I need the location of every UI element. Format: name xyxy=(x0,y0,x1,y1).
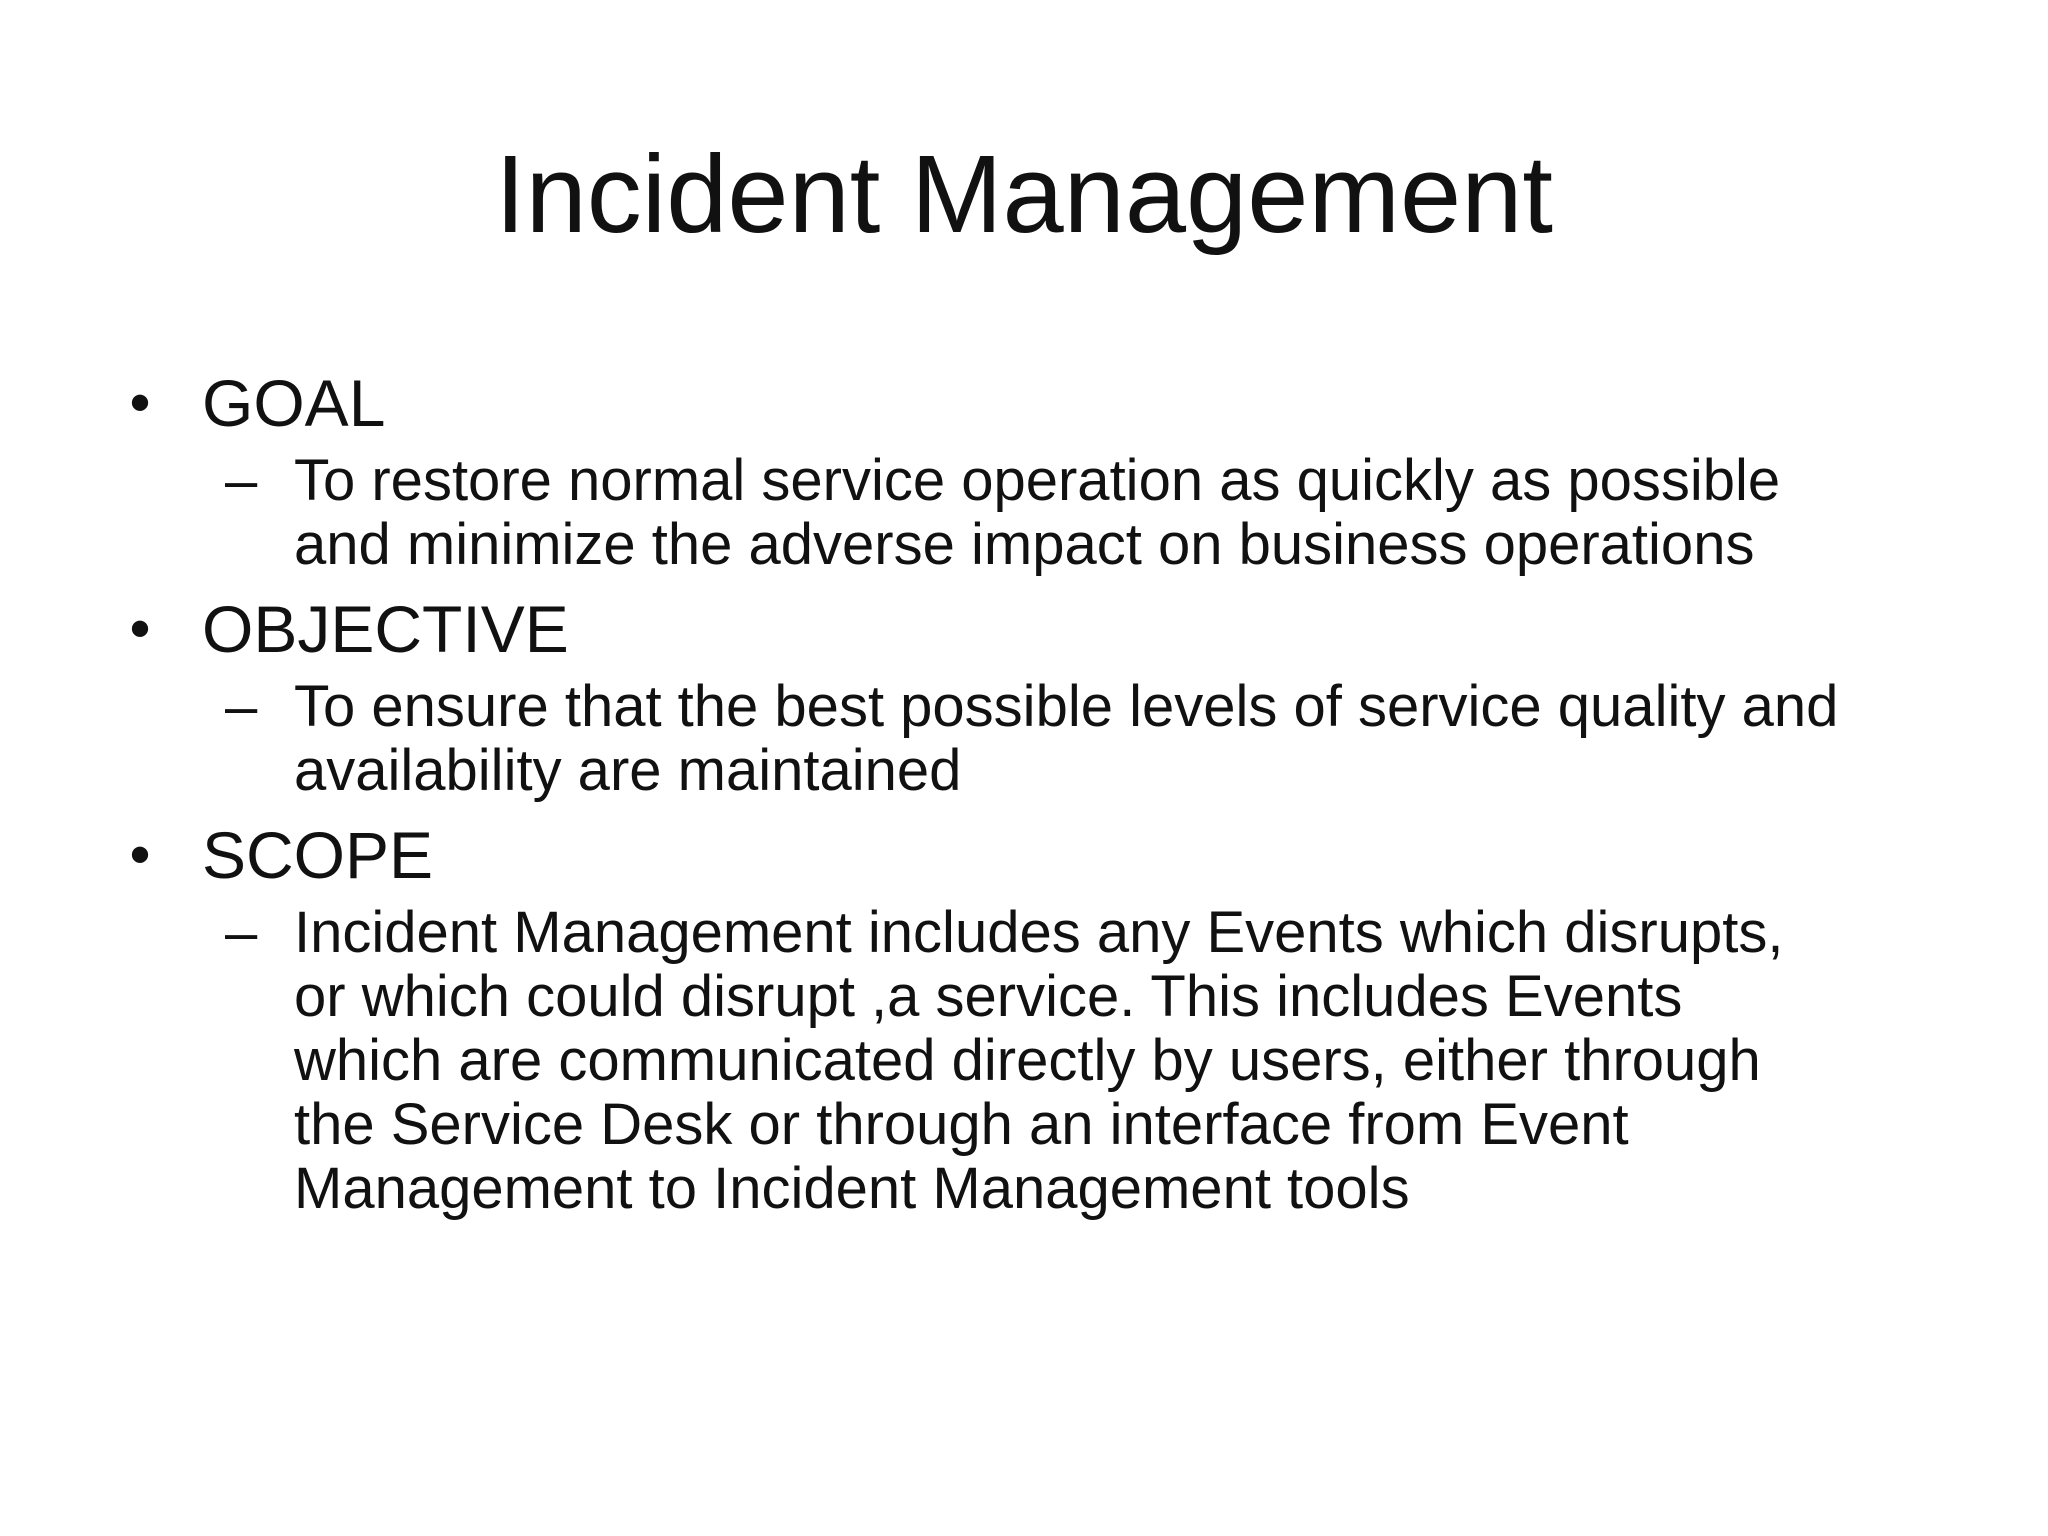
bullet-dot-icon: • xyxy=(129,595,151,662)
bullet-dot-icon: • xyxy=(129,821,151,888)
bullet-objective xyxy=(120,591,1940,667)
dash-icon: – xyxy=(225,900,258,965)
bullet-scope xyxy=(120,817,1940,893)
bullet-goal xyxy=(120,365,1940,441)
sub-bullet-text: To restore normal service operation as quickly as possible and minimize the adverse impact on business operations xyxy=(294,448,1781,577)
slide-content xyxy=(120,365,1940,1235)
sub-bullet-scope xyxy=(120,901,1840,1221)
bullet-heading: SCOPE xyxy=(202,818,434,892)
bullet-heading: GOAL xyxy=(202,366,386,440)
sub-bullet-text: To ensure that the best possible levels of service quality and availability are maintained xyxy=(294,674,1839,803)
slide-title: Incident Management xyxy=(495,133,1553,256)
dash-icon: – xyxy=(225,448,258,513)
dash-icon: – xyxy=(225,674,258,739)
bullet-heading: OBJECTIVE xyxy=(202,592,569,666)
sub-bullet-objective xyxy=(120,675,1840,803)
bullet-dot-icon: • xyxy=(129,369,151,436)
sub-bullet-goal xyxy=(120,449,1840,577)
sub-bullet-text: Incident Management includes any Events which disrupts, or which could disrupt ,a service. This includes Events which are communicated directly by users, either through the Service Desk or through an interface from Event Management to Incident Management tools xyxy=(294,900,1784,1221)
